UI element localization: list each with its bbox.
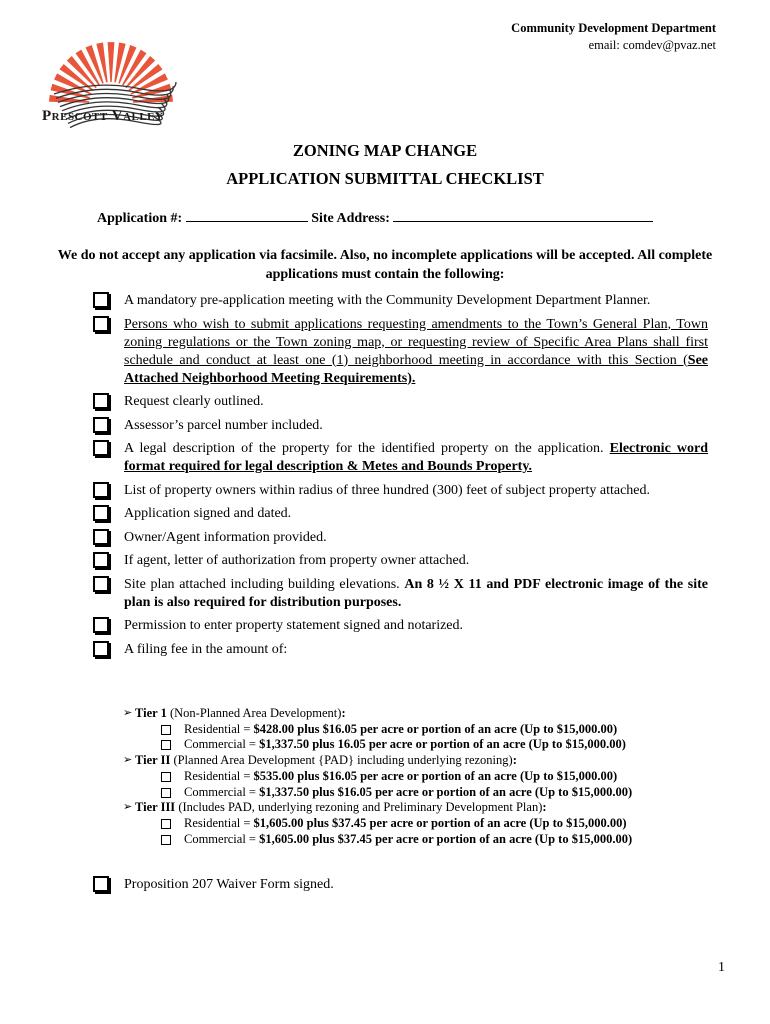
checkbox[interactable] bbox=[161, 725, 171, 735]
checkbox[interactable] bbox=[93, 393, 109, 409]
document-subtitle: APPLICATION SUBMITTAL CHECKLIST bbox=[226, 169, 544, 188]
fee-option bbox=[123, 832, 723, 848]
fee-value: $1,605.00 plus $37.45 per acre or portion of an acre (Up to $15,000.00) bbox=[253, 815, 627, 830]
fee-value: $428.00 plus $16.05 per acre or portion of an acre (Up to $15,000.00) bbox=[253, 721, 618, 736]
checkbox[interactable] bbox=[93, 505, 109, 521]
final-checklist bbox=[90, 876, 708, 900]
checklist-item-note: An 8 ½ X 11 and PDF electronic image of the site plan is also required for distribution purposes. bbox=[124, 576, 708, 610]
checkbox[interactable] bbox=[93, 417, 109, 433]
checklist-item-note: Electronic word format required for legal description & Metes and Bounds Property. bbox=[124, 441, 708, 474]
checklist-item-text: Permission to enter property statement signed and notarized. bbox=[124, 618, 464, 633]
checklist-item-text: A filing fee in the amount of: bbox=[124, 641, 288, 657]
fee-value: $1,337.50 plus 16.05 per acre or portion of an acre (Up to $15,000.00) bbox=[259, 737, 626, 752]
sun-ray bbox=[114, 43, 125, 83]
tier-name: Tier II bbox=[135, 753, 171, 768]
department-name: Community Development Department bbox=[511, 21, 716, 35]
checklist-item-text: Request clearly outlined. bbox=[124, 394, 264, 409]
checklist-item bbox=[90, 393, 708, 411]
fee-tier: ➢ Tier 1 (Non-Planned Area Development): bbox=[123, 706, 346, 720]
checklist-item bbox=[90, 641, 708, 659]
checkbox[interactable] bbox=[93, 576, 109, 592]
checklist-item bbox=[90, 505, 708, 523]
checkbox[interactable] bbox=[93, 440, 109, 456]
tier-description: (Non-Planned Area Development) bbox=[166, 706, 342, 720]
checklist-item-text: Assessor’s parcel number included. bbox=[124, 417, 323, 433]
checklist-item-text: If agent, letter of authorization from property owner attached. bbox=[124, 553, 470, 568]
checkbox[interactable] bbox=[93, 529, 109, 545]
fee-label: Residential = bbox=[184, 815, 254, 830]
fee-value: $1,337.50 plus $16.05 per acre or portion of an acre (Up to $15,000.00) bbox=[259, 784, 633, 799]
site-address-label: Site Address: bbox=[311, 211, 390, 226]
checkbox[interactable] bbox=[161, 835, 171, 845]
tier-description: (Planned Area Development {PAD} including underlying rezoning) bbox=[170, 753, 513, 768]
fee-option bbox=[123, 769, 723, 785]
arrow-bullet-icon: ➢ bbox=[123, 754, 133, 767]
checklist-item bbox=[90, 876, 708, 894]
checklist-item-text: Owner/Agent information provided. bbox=[124, 529, 327, 545]
logo-wordmark: Prescott Valley bbox=[42, 108, 164, 124]
fee-tier: ➢ Tier III (Includes PAD, underlying rezoning and Preliminary Development Plan): bbox=[123, 800, 547, 815]
arrow-bullet-icon: ➢ bbox=[123, 801, 133, 814]
checklist-item bbox=[90, 417, 708, 435]
checkbox[interactable] bbox=[93, 552, 109, 568]
checkbox[interactable] bbox=[161, 740, 171, 750]
checklist-item-text: A mandatory pre-application meeting with the Community Development Department Planner. bbox=[124, 293, 651, 308]
fee-schedule bbox=[123, 706, 723, 847]
checklist-item-text: A legal description of the property for the identified property on the application. bbox=[124, 441, 604, 456]
checklist-item bbox=[90, 482, 708, 500]
fee-label: Commercial = bbox=[184, 784, 260, 799]
checklist-item-text: Site plan attached including building elevations. bbox=[124, 576, 400, 592]
fee-option bbox=[123, 737, 723, 753]
sun-ray bbox=[108, 42, 115, 82]
checkbox[interactable] bbox=[161, 819, 171, 829]
fee-label: Residential = bbox=[184, 768, 254, 783]
checkbox[interactable] bbox=[93, 617, 109, 633]
checklist-item bbox=[90, 552, 708, 570]
checklist bbox=[90, 292, 708, 664]
fee-label: Commercial = bbox=[184, 831, 260, 846]
page-number: 1 bbox=[718, 960, 725, 975]
checklist-item bbox=[90, 292, 708, 310]
fee-option bbox=[123, 816, 723, 832]
tier-name: Tier III bbox=[135, 800, 176, 815]
neighborhood-meeting-link: See Attached Neighborhood Meeting Requirements). bbox=[124, 352, 708, 386]
fee-label: Commercial = bbox=[184, 737, 260, 752]
tier-name: Tier 1 bbox=[135, 706, 167, 720]
checklist-item-text: Application signed and dated. bbox=[124, 506, 292, 521]
checkbox[interactable] bbox=[161, 772, 171, 782]
fee-option bbox=[123, 785, 723, 801]
application-number-label: Application #: bbox=[97, 211, 183, 226]
fee-label: Residential = bbox=[184, 721, 254, 736]
checkbox[interactable] bbox=[161, 788, 171, 798]
checkbox[interactable] bbox=[93, 482, 109, 498]
email-address: email: comdev@pvaz.net bbox=[588, 37, 716, 52]
checkbox[interactable] bbox=[93, 641, 109, 657]
checklist-item bbox=[90, 529, 708, 547]
checklist-item-text: Persons who wish to submit applications requesting amendments to the Town’s General Plan, Town zoning regulations or the Town zoning map, or requesting review of Specific Area Plans shall first schedule and conduct at least one (1) neighborhood meeting in accordance with this Section ( bbox=[124, 316, 708, 368]
document-title: ZONING MAP CHANGE bbox=[292, 141, 478, 160]
checklist-item bbox=[90, 576, 708, 612]
fee-value: $535.00 plus $16.05 per acre or portion of an acre (Up to $15,000.00) bbox=[253, 768, 618, 783]
checklist-item bbox=[90, 617, 708, 635]
fee-option bbox=[123, 722, 723, 738]
application-line bbox=[97, 209, 653, 227]
checklist-item-text: Proposition 207 Waiver Form signed. bbox=[124, 877, 334, 892]
tier-description: (Includes PAD, underlying rezoning and Preliminary Development Plan) bbox=[175, 800, 543, 815]
site-address-field[interactable] bbox=[393, 209, 653, 222]
fee-value: $1,605.00 plus $37.45 per acre or portion of an acre (Up to $15,000.00) bbox=[259, 831, 633, 846]
checkbox[interactable] bbox=[93, 316, 109, 332]
checklist-item bbox=[90, 440, 708, 476]
application-number-field[interactable] bbox=[186, 209, 308, 222]
arrow-bullet-icon: ➢ bbox=[123, 707, 133, 719]
fee-tier: ➢ Tier II (Planned Area Development {PAD} including underlying rezoning): bbox=[123, 753, 517, 768]
checklist-item-text: List of property owners within radius of three hundred (300) feet of subject property attached. bbox=[124, 482, 650, 498]
address-block bbox=[511, 20, 716, 53]
sun-ray bbox=[96, 43, 107, 83]
checkbox[interactable] bbox=[93, 292, 109, 308]
checklist-item bbox=[90, 316, 708, 388]
submission-notice: We do not accept any application via facsimile. Also, no incomplete applications will be accepted. All complete applications must contain the following: bbox=[57, 248, 713, 282]
checkbox[interactable] bbox=[93, 876, 109, 892]
